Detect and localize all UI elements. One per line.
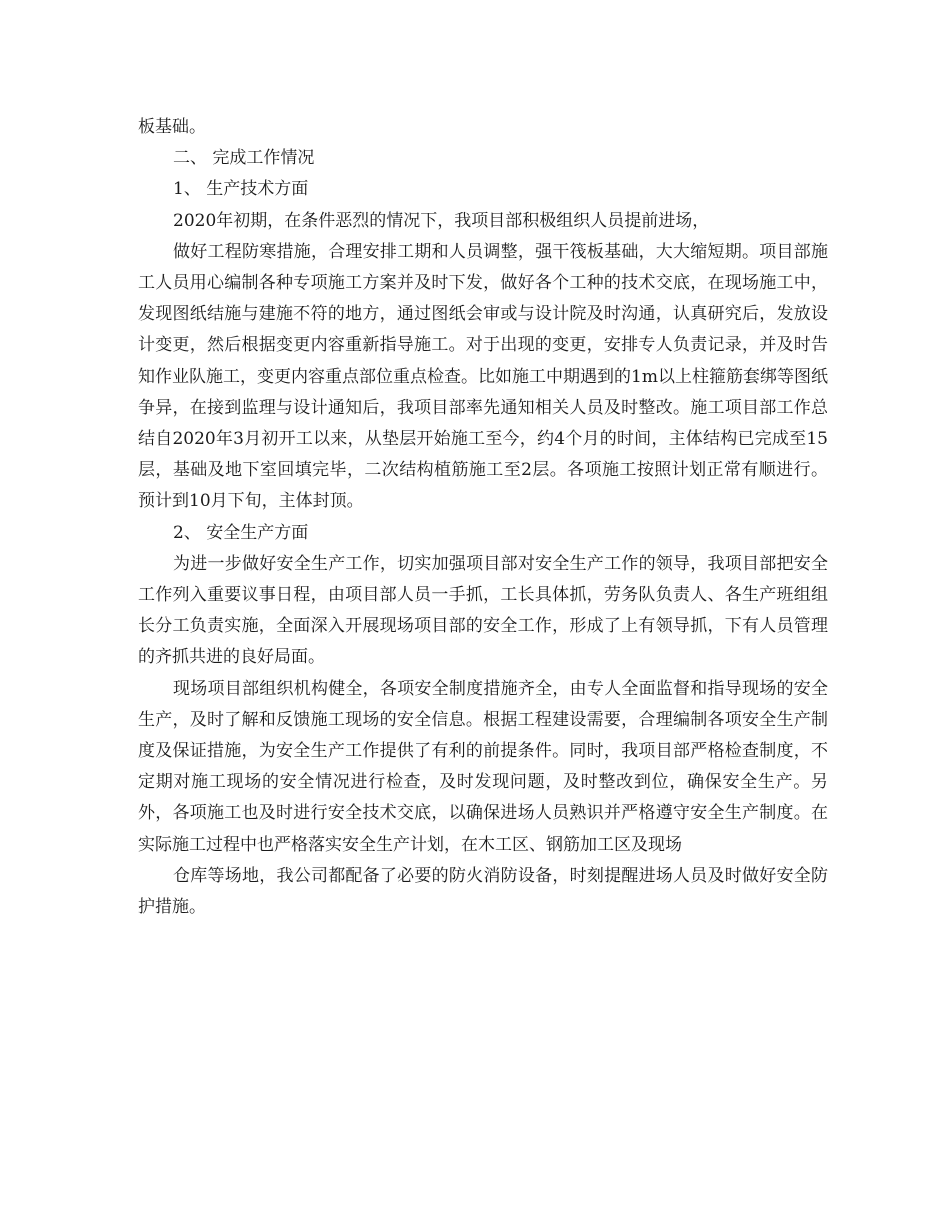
- paragraph-safety-organization: 现场项目部组织机构健全，各项安全制度措施齐全，由专人全面监督和指导现场的安全生产，及时了解和反馈施工现场的安全信息。根据工程建设需要，合理编制各项安全生产制度及保证措施，为安全生产工作提供了有利的前提条件。同时，我项目部严格检查制度，不定期对施工现场的安全情况进行检查，及时发现问题，及时整改到位，确保安全生产。另外，各项施工也及时进行安全技术交底，以确保进场人员熟识并严格遵守安全生产制度。在实际施工过程中也严格落实安全生产计划，在木工区、钢筋加工区及现场: [138, 678, 828, 855]
- paragraph-early-2020: 2020年初期，在条件恶烈的情况下，我项目部积极组织人员提前进场，: [173, 210, 710, 231]
- subsection-heading-safety-production: 2、 安全生产方面: [173, 522, 309, 543]
- subsection-heading-production-technology: 1、 生产技术方面: [173, 179, 309, 200]
- document-body: [138, 112, 828, 923]
- paragraph-safety-leadership: 为进一步做好安全生产工作，切实加强项目部对安全生产工作的领导，我项目部把安全工作列入重要议事日程，由项目部人员一手抓，工长具体抓，劳务队负责人、各生产班组组长分工负责实施，全面深入开展现场项目部的安全工作，形成了上有领导抓，下有人员管理的齐抓共进的良好局面。: [138, 553, 828, 668]
- paragraph-fire-protection: 仓库等场地，我公司都配备了必要的防火消防设备，时刻提醒进场人员及时做好安全防护措施。: [138, 865, 828, 918]
- paragraph-technology-details: 做好工程防寒措施，合理安排工期和人员调整，强干筏板基础，大大缩短期。项目部施工人员用心编制各种专项施工方案并及时下发，做好各个工种的技术交底，在现场施工中，发现图纸结施与建施不符的地方，通过图纸会审或与设计院及时沟通，认真研究后，发放设计变更，然后根据变更内容重新指导施工。对于出现的变更，安排专人负责记录，并及时告知作业队施工，变更内容重点部位重点检查。比如施工中期遇到的1m以上柱箍筋套绑等图纸争异，在接到监理与设计通知后，我项目部率先通知相关人员及时整改。施工项目部工作总结自2020年3月初开工以来，从垫层开始施工至今，约4个月的时间，主体结构已完成至15层，基础及地下室回填完毕，二次结构植筋施工至2层。各项施工按照计划正常有顺进行。预计到10月下旬，主体封顶。: [138, 241, 828, 512]
- paragraph-continuation: 板基础。: [138, 117, 206, 137]
- section-heading-completed-work: 二、 完成工作情况: [173, 148, 315, 169]
